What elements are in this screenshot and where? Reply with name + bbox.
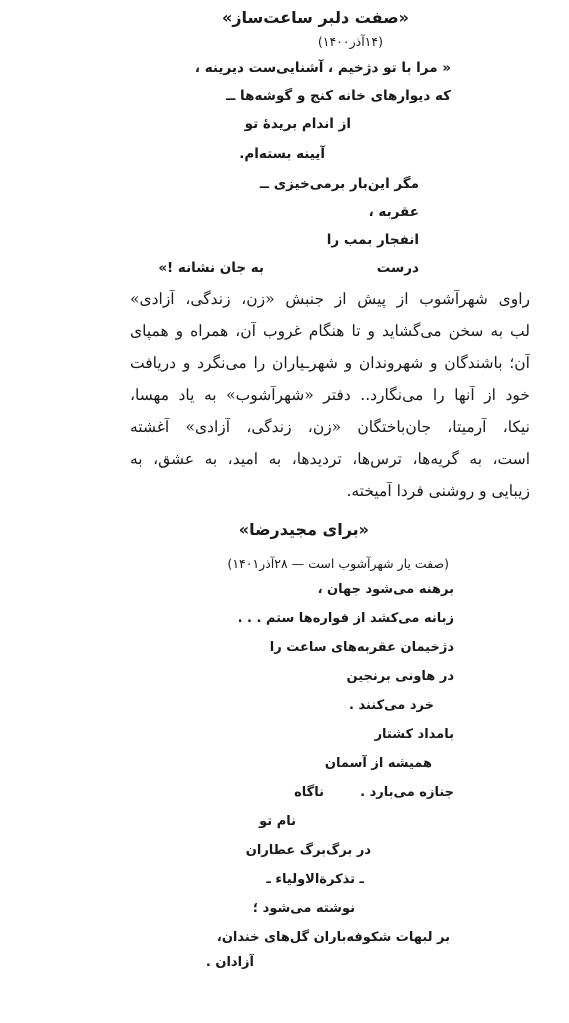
section2-date: (صفت یار شهرآشوب است — ۲۸آذر۱۴۰۱) [227, 556, 449, 571]
prose-line: است، به گریه‌ها، ترس‌ها، تردیدها، به امید، به عشق، به [130, 450, 530, 468]
prose-line: نیکا، آرمیتا، جان‌باختگان «زن، زندگی، آزادی» آغشته [130, 418, 530, 436]
prose-line: زیبایی و روشنی فردا آمیخته. [346, 482, 530, 500]
poem-line: ناگاه [294, 785, 324, 800]
poem-line: « مرا با تو دژخیم ، آشنایی‌ست دیرینه ، [194, 60, 451, 76]
poem-line: آزادان . [205, 955, 254, 970]
poem-line: برهنه می‌شود جهان ، [317, 582, 454, 597]
poem-line: بر لبهات شکوفه‌باران گل‌های خندان، [216, 930, 450, 945]
prose-line: راوی شهرآشوب از پیش از جنبش «زن، زندگی، آزادی» [130, 290, 530, 308]
prose-line: لب به سخن می‌گشاید و تا هنگام غروب آن، همراه و همپای [130, 322, 530, 340]
section2-title: «برای مجیدرضا» [238, 520, 369, 539]
poem-line: که دیوارهای خانه کنج و گوشه‌ها ــ [226, 88, 451, 104]
poem-line: درست [376, 260, 419, 276]
poem-line: خرد می‌کنند . [348, 698, 434, 713]
poem-line: زبانه می‌کشد از فواره‌ها ستم . . . [237, 611, 454, 626]
poem-line: نام تو [259, 814, 296, 829]
poem-line: همیشه از آسمان [324, 756, 432, 771]
poem-line: بامداد کشتار [374, 727, 454, 742]
section1-title: «صفت دلبر ساعت‌ساز» [222, 8, 409, 27]
poem-line: آیینه بسته‌ام. [239, 146, 325, 162]
poem-line: در هاونی برنجین [346, 669, 454, 684]
poem-line: ـ تذکرةالاولیاء ـ [266, 872, 364, 887]
poem-line: نوشته می‌شود ؛ [252, 901, 355, 916]
poem-line: انفجار بمب را [326, 232, 419, 248]
poem-line: عقربه ، [368, 204, 419, 220]
poem-line: جنازه می‌بارد . [360, 785, 454, 800]
poem-line: دژخیمان عقربه‌های ساعت را [269, 640, 454, 655]
poem-line: به جان نشانه !» [158, 260, 264, 276]
prose-line: خود از آنها را می‌نگارد.. دفتر «شهرآشوب» به یاد مهسا، [130, 386, 530, 404]
poem-line: از اندام بریدهٔ تو [244, 116, 351, 132]
section1-date: (۱۴آذر۱۴۰۰) [317, 34, 383, 49]
poem-line: مگر این‌بار برمی‌خیزی ــ [259, 176, 419, 192]
poem-line: در برگ‌برگ عطاران [245, 843, 371, 858]
prose-line: آن؛ باشندگان و شهروندان و شهر‌ـیاران را می‌نگرد و دریافت [130, 354, 530, 372]
